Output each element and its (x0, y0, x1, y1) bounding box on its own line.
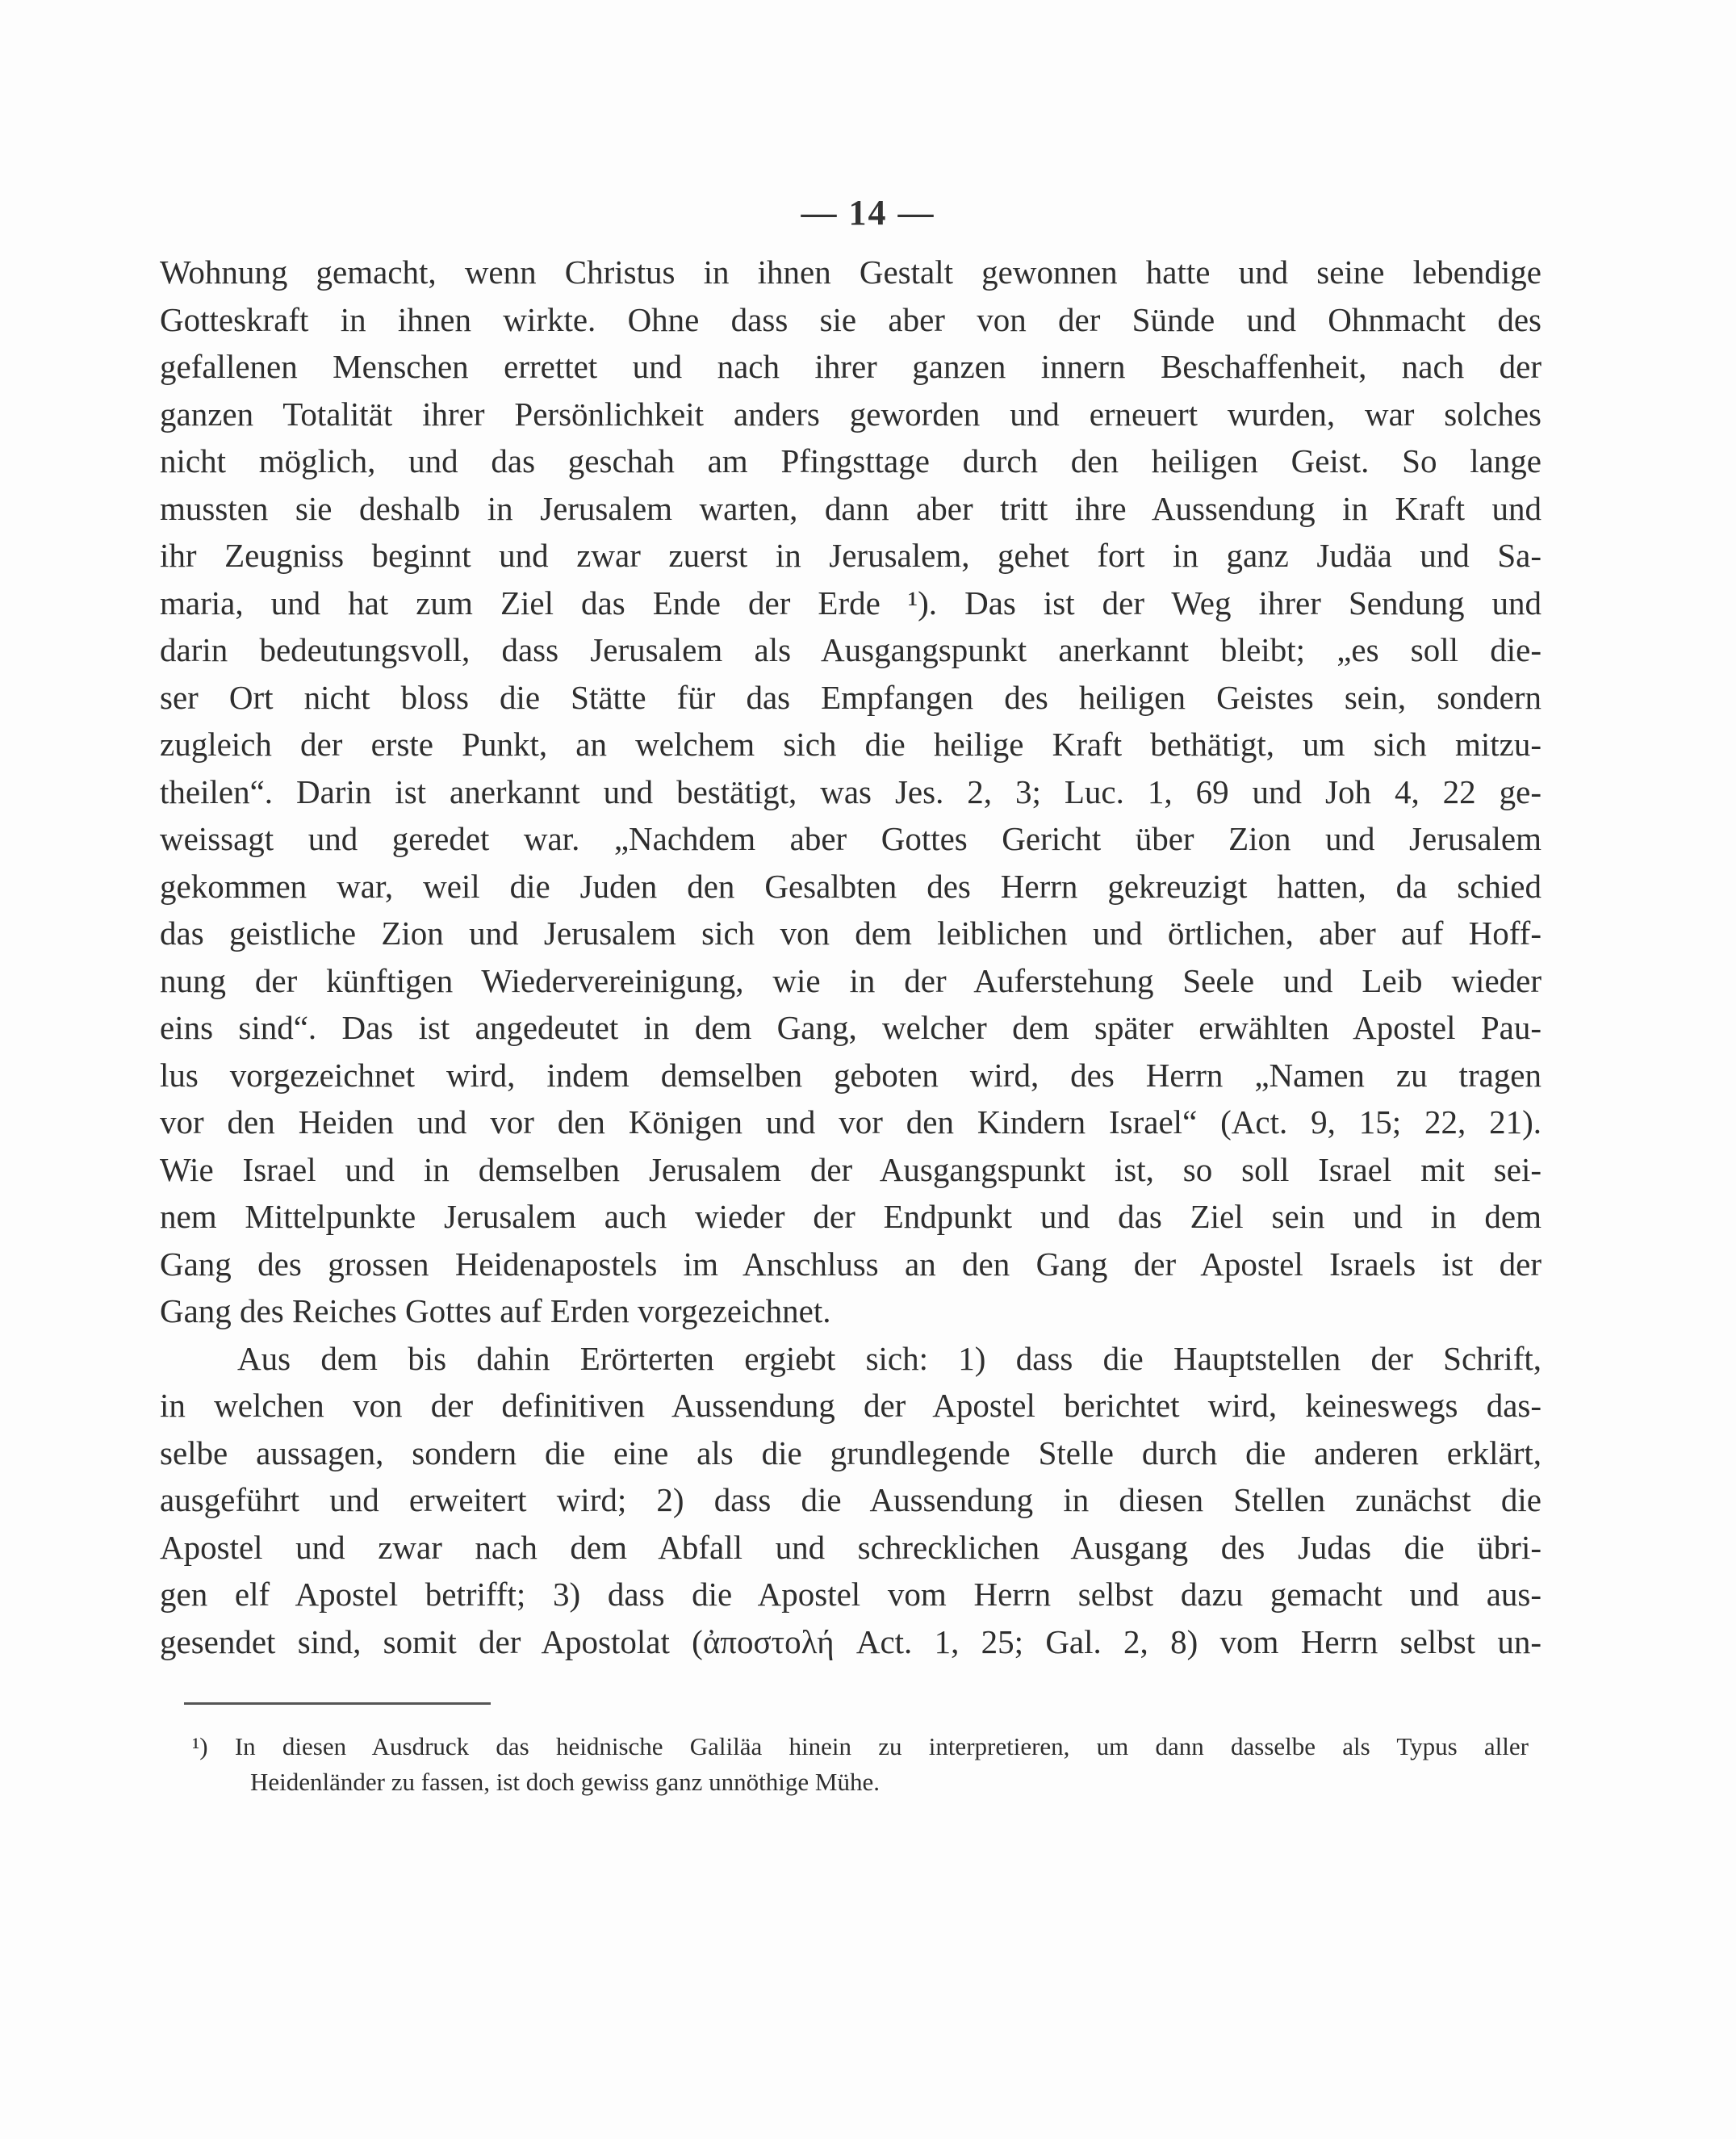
paragraph-end-line: Gang des Reiches Gottes auf Erden vorgezeichnet. (160, 1292, 831, 1329)
body-text (160, 249, 1541, 1665)
body-line: gefallenen Menschen errettet und nach ihrer ganzen innern Beschaffenheit, nach der (160, 348, 1541, 385)
body-line: ganzen Totalität ihrer Persönlichkeit anders geworden und erneuert wurden, war solches (160, 395, 1541, 433)
body-line: maria, und hat zum Ziel das Ende der Erde ¹). Das ist der Weg ihrer Sendung und (160, 584, 1541, 622)
body-line: gen elf Apostel betrifft; 3) dass die Apostel vom Herrn selbst dazu gemacht und aus- (160, 1576, 1541, 1613)
body-line: vor den Heiden und vor den Königen und vor den Kindern Israel“ (Act. 9, 15; 22, 21). (160, 1103, 1541, 1141)
body-line: eins sind“. Das ist angedeutet in dem Gang, welcher dem später erwählten Apostel Pau- (160, 1009, 1541, 1046)
body-line: weissagt und geredet war. „Nachdem aber Gottes Gericht über Zion und Jerusalem (160, 820, 1541, 857)
body-line: ihr Zeugniss beginnt und zwar zuerst in Jerusalem, gehet fort in ganz Judäa und Sa- (160, 537, 1541, 574)
body-line: mussten sie deshalb in Jerusalem warten, dann aber tritt ihre Aussendung in Kraft und (160, 489, 1541, 527)
body-line: nem Mittelpunkte Jerusalem auch wieder der Endpunkt und das Ziel sein und in dem (160, 1198, 1541, 1235)
footnotes (192, 1729, 1529, 1800)
body-line: Gotteskraft in ihnen wirkte. Ohne dass sie aber von der Sünde und Ohnmacht des (160, 300, 1541, 338)
body-line: darin bedeutungsvoll, dass Jerusalem als Ausgangspunkt anerkannt bleibt; „es soll die- (160, 631, 1541, 668)
body-line: selbe aussagen, sondern die eine als die grundlegende Stelle durch die anderen erklärt, (160, 1434, 1541, 1471)
body-line: theilen“. Darin ist anerkannt und bestätigt, was Jes. 2, 3; Luc. 1, 69 und Joh 4, 22 ge- (160, 772, 1541, 810)
body-line: gekommen war, weil die Juden den Gesalbten des Herrn gekreuzigt hatten, da schied (160, 867, 1541, 905)
body-line: nicht möglich, und das geschah am Pfingsttage durch den heiligen Geist. So lange (160, 442, 1541, 479)
body-line: zugleich der erste Punkt, an welchem sich die heilige Kraft bethätigt, um sich mitzu- (160, 726, 1541, 763)
footnote-line: Heidenländer zu fassen, ist doch gewiss ganz unnöthige Mühe. (250, 1768, 880, 1796)
body-line: in welchen von der definitiven Aussendung der Apostel berichtet wird, keineswegs das- (160, 1387, 1541, 1424)
footnote-divider (184, 1702, 491, 1705)
paragraph-start-line: Aus dem bis dahin Erörterten ergiebt sich: 1) dass die Hauptstellen der Schrift, (237, 1339, 1541, 1377)
body-line: nung der künftigen Wiedervereinigung, wie in der Auferstehung Seele und Leib wieder (160, 961, 1541, 999)
page-number: — 14 — (801, 193, 935, 232)
body-line: lus vorgezeichnet wird, indem demselben geboten wird, des Herrn „Namen zu tragen (160, 1056, 1541, 1094)
body-line: ser Ort nicht bloss die Stätte für das Empfangen des heiligen Geistes sein, sondern (160, 678, 1541, 716)
body-line: Wohnung gemacht, wenn Christus in ihnen Gestalt gewonnen hatte und seine lebendige (160, 253, 1541, 291)
body-line: das geistliche Zion und Jerusalem sich von dem leiblichen und örtlichen, aber auf Hoff- (160, 915, 1541, 952)
body-line: Wie Israel und in demselben Jerusalem der Ausgangspunkt ist, so soll Israel mit sei- (160, 1150, 1541, 1188)
body-line: Apostel und zwar nach dem Abfall und schrecklichen Ausgang des Judas die übri- (160, 1528, 1541, 1566)
body-line: Gang des grossen Heidenapostels im Anschluss an den Gang der Apostel Israels ist der (160, 1245, 1541, 1283)
body-line: ausgeführt und erweitert wird; 2) dass die Aussendung in diesen Stellen zunächst die (160, 1481, 1541, 1518)
body-line: gesendet sind, somit der Apostolat (ἀποστολή Act. 1, 25; Gal. 2, 8) vom Herrn selbst un- (160, 1622, 1541, 1660)
footnote-line: ¹) In diesen Ausdruck das heidnische Galiläa hinein zu interpretieren, um dann dasselbe als Typus aller (192, 1732, 1529, 1760)
